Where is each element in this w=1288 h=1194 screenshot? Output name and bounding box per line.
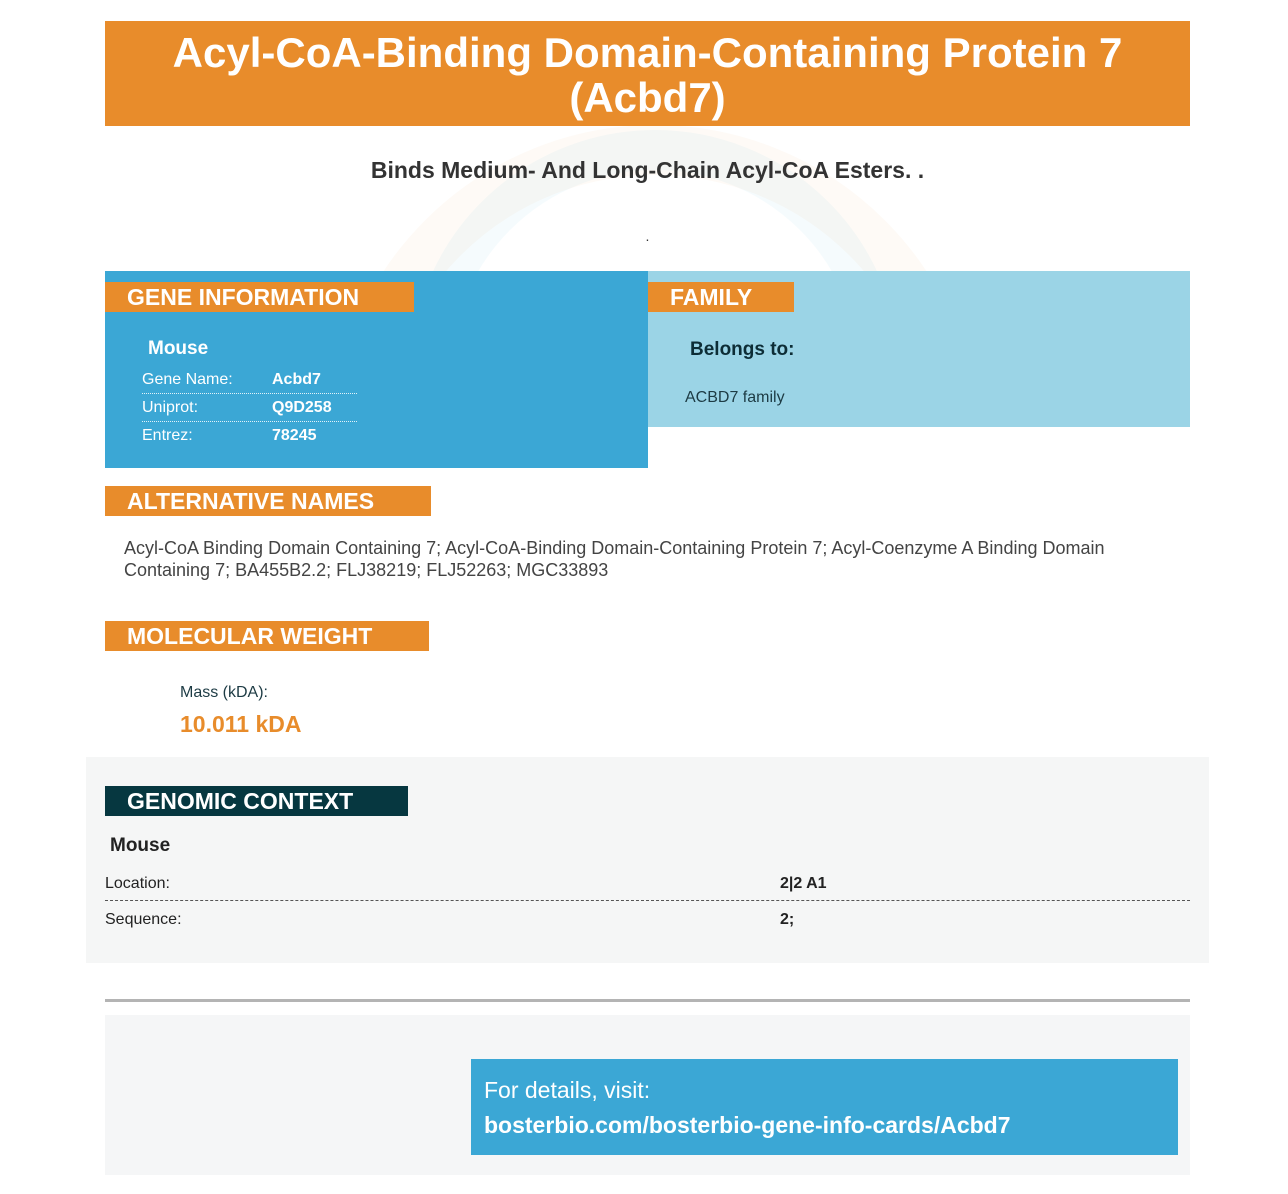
protein-function-summary: Binds Medium- And Long-Chain Acyl-CoA Esters. .: [370, 157, 925, 183]
genomic-species: Mouse: [110, 835, 171, 856]
molecular-weight-heading: MOLECULAR WEIGHT: [105, 621, 429, 651]
sequence-label: Sequence:: [105, 910, 182, 928]
gene-row-uniprot: [142, 394, 357, 422]
gene-information-heading: GENE INFORMATION: [105, 282, 414, 312]
sequence-value: 2;: [780, 910, 795, 928]
details-url-link[interactable]: bosterbio.com/bosterbio-gene-info-cards/Acbd7: [484, 1112, 1011, 1138]
uniprot-label: Uniprot:: [142, 398, 199, 416]
family-value: ACBD7 family: [685, 389, 785, 406]
genomic-context-heading: GENOMIC CONTEXT: [105, 786, 408, 816]
uniprot-value: Q9D258: [272, 398, 332, 416]
alternative-names-text: Acyl-CoA Binding Domain Containing 7; Acyl-CoA-Binding Domain-Containing Protein 7; Acyl-Coenzyme A Binding Domain Containing 7; BA455B2.2; FLJ38219; FLJ52263; MGC33893: [124, 538, 1105, 580]
gene-species: Mouse: [148, 338, 209, 359]
details-link-box[interactable]: [471, 1059, 1178, 1155]
mass-label: Mass (kDA):: [180, 684, 268, 701]
section-divider: [105, 999, 1190, 1002]
gene-row-name: [142, 366, 357, 394]
genomic-row-sequence: [105, 903, 1190, 936]
location-label: Location:: [105, 875, 170, 892]
entrez-label: Entrez:: [142, 427, 193, 444]
mass-value: 10.011 kDA: [180, 711, 302, 737]
family-heading: FAMILY: [648, 282, 794, 312]
entrez-value: 78245: [272, 427, 317, 444]
page-title: Acyl-CoA-Binding Domain-Containing Protein 7 (Acbd7): [105, 21, 1190, 126]
gene-info-table: [142, 366, 357, 450]
gene-row-entrez: [142, 422, 357, 450]
gene-name-label: Gene Name:: [142, 370, 233, 388]
location-value: 2|2 A1: [780, 875, 827, 892]
gene-name-value: Acbd7: [272, 370, 321, 388]
alternative-names-heading: ALTERNATIVE NAMES: [105, 486, 431, 516]
summary-dot: .: [645, 228, 650, 244]
visit-label: For details, visit:: [484, 1077, 651, 1103]
belongs-to-label: Belongs to:: [690, 339, 795, 360]
genomic-row-location: [105, 868, 1190, 901]
